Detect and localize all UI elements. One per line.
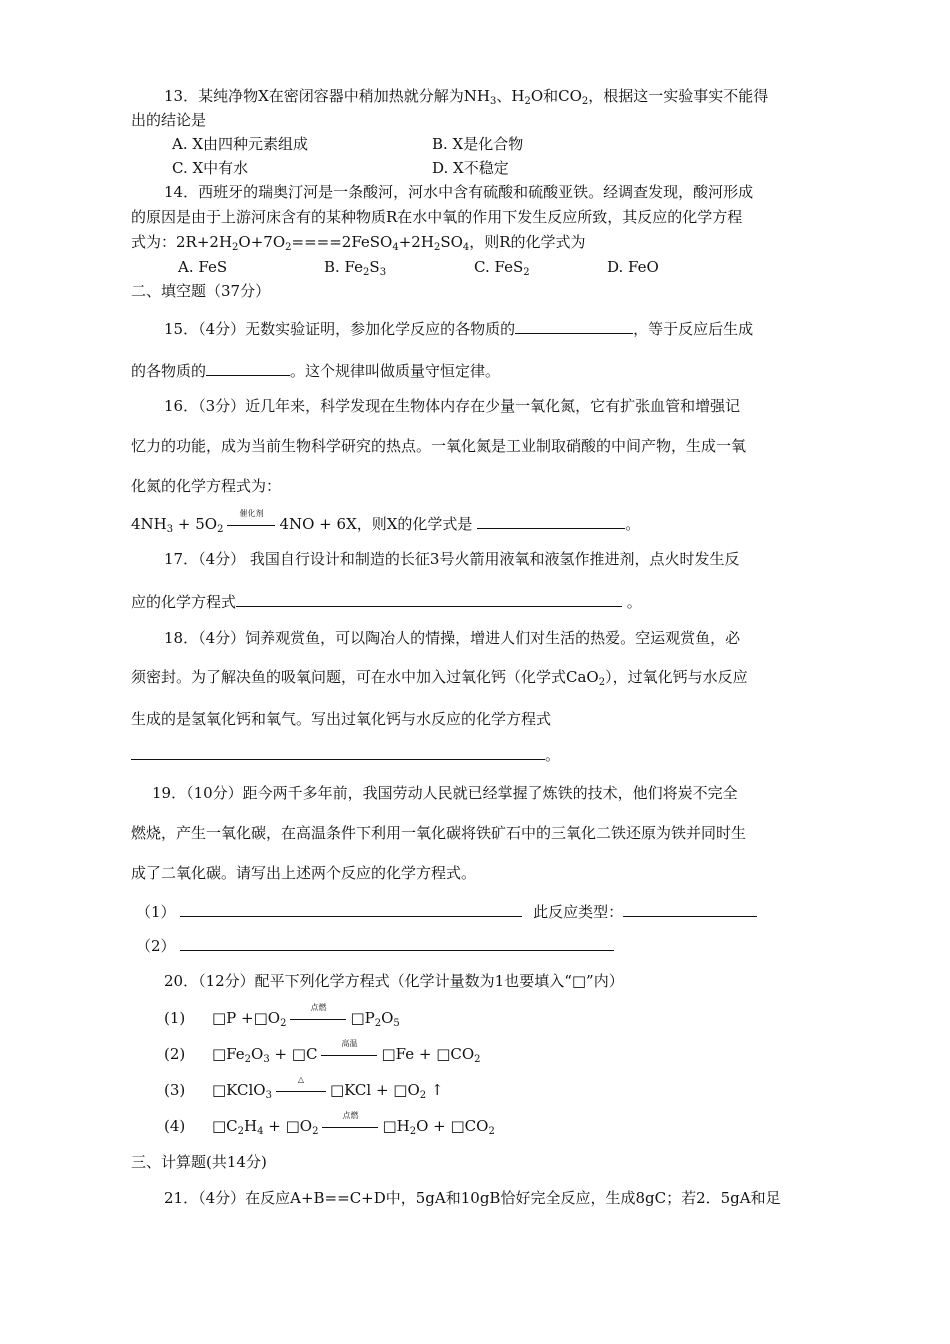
q17-blank[interactable] (236, 591, 622, 607)
q17-line-2: 应的化学方程式 。 (131, 593, 642, 611)
q19-line-3: 成了二氧化碳。请写出上述两个反应的化学方程式。 (131, 864, 477, 882)
q19-line-2: 燃烧，产生一氧化碳，在高温条件下利用一氧化碳将铁矿石中的三氧化二铁还原为铁并同时生 (131, 824, 747, 842)
reaction-arrow: 点燃 (290, 1009, 346, 1023)
q14-option-a: A. FeS (178, 258, 228, 276)
q13-option-b: B. X是化合物 (432, 135, 524, 153)
q17-line-1: 17．（4分） 我国自行设计和制造的长征3号火箭用液氧和液氢作推进剂，点火时发生反 (164, 550, 740, 568)
q20-eq-2: (2) $□Fe_2O_3$ + □C 高温 □Fe + $□CO_2$ (164, 1039, 481, 1065)
q14-line-1: 14．西班牙的瑞奥汀河是一条酸河，河水中含有硫酸和硫酸亚铁。经调查发现，酸河形成 (164, 183, 754, 201)
q20-line-1: 20．（12分）配平下列化学方程式（化学计量数为1也要填入“□”内） (164, 972, 624, 990)
q15-line-2: 的各物质的 。这个规律叫做质量守恒定律。 (131, 362, 501, 380)
q13-line-1: 13．某纯净物X在密闭容器中稍加热就分解为$NH_3$、$H_2O$和$CO_2$，根据这一实验事实不能得 (164, 87, 769, 107)
q18-line-3: 生成的是氢氧化钙和氧气。写出过氧化钙与水反应的化学方程式 (131, 710, 552, 728)
q16-blank[interactable] (477, 513, 625, 529)
q13-option-c: C. X中有水 (172, 159, 249, 177)
reaction-arrow: 点燃 (322, 1117, 378, 1131)
q18-line-2: 须密封。为了解决鱼的吸氧问题，可在水中加入过氧化钙（化学式CaO$_2$），过氧化钙与水反应 (131, 668, 748, 688)
q19-line-1: 19．（10分）距今两千多年前，我国劳动人民就已经掌握了炼铁的技术，他们将炭不完全 (152, 784, 738, 802)
q13-option-d: D. X不稳定 (432, 159, 509, 177)
q20-eq-3: (3) □KClO$_3$ △ □KCl + $□O_2$ ↑ (164, 1075, 444, 1101)
reaction-arrow: △ (276, 1081, 326, 1095)
q13-option-a: A. X由四种元素组成 (172, 135, 309, 153)
q19-part-2: （2） (136, 935, 614, 956)
q16-line-1: 16．（3分）近几年来，科学发现在生物体内存在少量一氧化氮，它有扩张血管和增强记 (164, 397, 741, 415)
q18-answer-line: 。 (131, 744, 560, 765)
reaction-arrow: 高温 (321, 1045, 377, 1059)
section-2-heading: 二、填空题（37分） (131, 282, 271, 300)
q18-line-1: 18．（4分）饲养观赏鱼，可以陶冶人的情操，增进人们对生活的热爱。空运观赏鱼，必 (164, 629, 741, 647)
reaction-arrow: 催化剂 (227, 515, 275, 529)
q15-blank-2[interactable] (206, 360, 290, 376)
q19-blank-2[interactable] (180, 935, 614, 951)
q15-blank-1[interactable] (515, 318, 633, 334)
q20-eq-4: (4) $□C_2H_4$ + $□O_2$ 点燃 $□H_2O$ + $□CO_2$ (164, 1111, 495, 1137)
q19-type-blank[interactable] (623, 901, 757, 917)
q16-equation: $4NH_3 + 5O_2$ 催化剂 4NO + 6X，则X的化学式是 。 (131, 509, 641, 535)
q19-part-1: （1） 此反应类型： (136, 901, 757, 922)
q18-blank[interactable] (131, 744, 545, 760)
q14-line-2: 的原因是由于上游河床含有的某种物质R在水中氧的作用下发生反应所致，其反应的化学方程 (131, 208, 743, 226)
q14-option-d: D. FeO (607, 258, 659, 276)
q14-option-b: B. $Fe_2S_3$ (324, 258, 387, 278)
q13-line-2: 出的结论是 (131, 111, 207, 129)
q16-line-2: 忆力的功能，成为当前生物科学研究的热点。一氧化氮是工业制取硝酸的中间产物，生成一氧 (131, 437, 747, 455)
section-3-heading: 三、计算题(共14分) (131, 1153, 267, 1171)
q16-line-3: 化氮的化学方程式为： (131, 477, 282, 495)
q20-eq-1: (1) □P $+□O_2$ 点燃 $□P_2O_5$ (164, 1003, 400, 1029)
q14-line-3: 式为：$2R+2H_2O+7O_2====2FeSO_4+2H_2SO_4$，则R的化学式为 (131, 233, 586, 253)
q15-line-1: 15．（4分）无数实验证明，参加化学反应的各物质的 ，等于反应后生成 (164, 320, 754, 338)
q21-line-1: 21．（4分）在反应A+B==C+D中，5gA和10gB恰好完全反应，生成8gC；若2．5gA和足 (164, 1189, 781, 1207)
q14-option-c: C. FeS$_2$ (474, 258, 530, 278)
q19-blank-1[interactable] (180, 901, 522, 917)
